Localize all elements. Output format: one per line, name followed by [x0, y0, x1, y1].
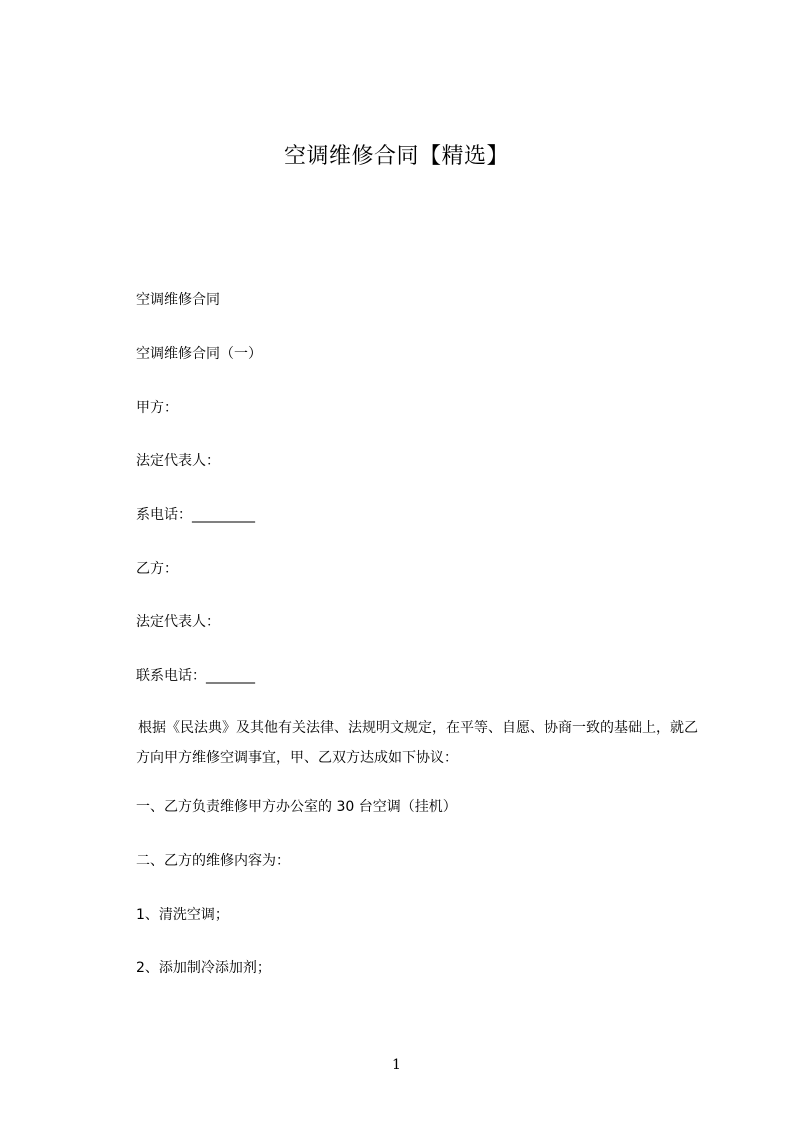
- paragraph-party-b: 乙方：: [136, 561, 178, 577]
- paragraph-item-1: 1、清洗空调；: [136, 907, 229, 923]
- document-title: 空调维修合同【精选】: [283, 144, 509, 169]
- page-number: 1: [392, 1057, 401, 1073]
- paragraph-party-a-phone: 系电话：_________: [136, 507, 255, 523]
- paragraph-party-b-phone: 联系电话：_______: [136, 668, 255, 684]
- paragraph-party-a: 甲方：: [136, 400, 178, 416]
- paragraph-party-b-representative: 法定代表人：: [136, 614, 220, 630]
- paragraph-contract-name: 空调维修合同: [136, 292, 220, 308]
- paragraph-contract-subtitle: 空调维修合同（一）: [136, 346, 262, 362]
- paragraph-item-2: 2、添加制冷添加剂；: [136, 960, 271, 976]
- paragraph-agreement-basis: 根据《民法典》及其他有关法律、法规明文规定，在平等、自愿、协商一致的基础上，就乙方向甲方维修空调事宜，甲、乙双方达成如下协议：: [136, 720, 698, 766]
- paragraph-clause-2: 二、乙方的维修内容为：: [136, 853, 290, 869]
- paragraph-party-a-representative: 法定代表人：: [136, 453, 220, 469]
- paragraph-clause-1: 一、乙方负责维修甲方办公室的 30 台空调（挂机）: [136, 799, 457, 815]
